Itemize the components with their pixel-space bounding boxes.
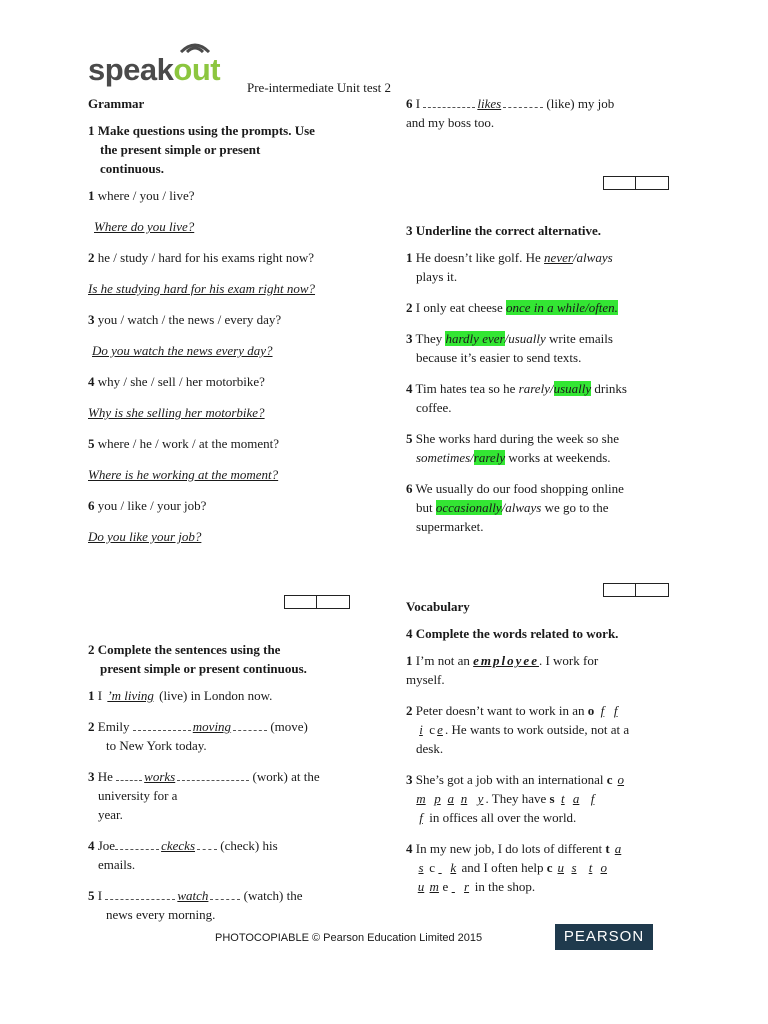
q3-opt-rarely-2[interactable]: rarely <box>473 450 506 465</box>
score-box-1[interactable] <box>284 595 350 609</box>
q1-fill-6[interactable]: likes <box>477 96 502 111</box>
section-grammar: Grammar <box>88 96 145 111</box>
q3-opt-sometimes[interactable]: sometimes <box>416 450 471 465</box>
q3-opt-usually[interactable]: usually <box>508 331 546 346</box>
q3-item-3: 3 They hardly ever/usually write emails because it’s easier to send texts. <box>406 331 613 365</box>
q4-word-employee[interactable]: employee <box>473 653 539 668</box>
q3-opt-rarely[interactable]: rarely <box>518 381 550 396</box>
unit-title: Pre-intermediate Unit test 2 <box>247 80 392 95</box>
q2-item-4: 4 Joe ckecks (check) his emails. <box>88 838 278 872</box>
sound-waves-icon <box>175 39 215 53</box>
q4-item-4: 4 In my new job, I do lots of different t a s c k and I often help c u s t o u m e r in the shop. <box>406 841 622 894</box>
q1-answer-1: Where do you live? <box>94 219 195 234</box>
score-box-3[interactable] <box>603 583 669 597</box>
q4-item-1: 1 I’m not an employee. I work for myself. <box>406 653 599 687</box>
q2-fill-1[interactable]: ’m living <box>107 688 154 703</box>
q2-item-5: 5 I watch (watch) the news every morning. <box>88 888 303 922</box>
right-column-q3 <box>406 221 682 548</box>
q3-heading: 3 Underline the correct alternative. <box>406 223 602 238</box>
q3-item-4: 4 Tim hates tea so he rarely/usually drinks coffee. <box>406 381 627 415</box>
q3-item-6: 6 We usually do our food shopping online but occasionally/always we go to the supermarket. <box>406 481 624 534</box>
q1-answer-2: Is he studying hard for his exam right now? <box>88 281 316 296</box>
q1-answer-4: Why is she selling her motorbike? <box>88 405 265 420</box>
q4-heading: 4 Complete the words related to work. <box>406 626 619 641</box>
q3-opt-always-2[interactable]: always <box>505 500 542 515</box>
q2-fill-4[interactable]: ckecks <box>161 838 196 853</box>
q4-item-3: 3 She’s got a job with an international c o m p a n y . They have s t a f f in offices all over the world. <box>406 772 625 825</box>
q3-opt-never[interactable]: never <box>544 250 573 265</box>
q1-item-6: 6 you / like / your job? <box>88 498 207 513</box>
copyright-footer: PHOTOCOPIABLE © Pearson Education Limited 2015 <box>215 932 483 944</box>
q3-opt-hardly[interactable]: hardly ever <box>445 331 505 346</box>
q1-item-4: 4 why / she / sell / her motorbike? <box>88 374 265 389</box>
q2-fill-2[interactable]: moving <box>192 719 232 734</box>
q1-answer-6: Do you like your job? <box>88 529 202 544</box>
logo-out: out <box>173 52 220 87</box>
q1-item-6-right: 6 I likes (like) my job and my boss too. <box>406 96 615 130</box>
left-column-q2 <box>88 640 368 936</box>
q3-item-5: 5 She works hard during the week so she sometimes/rarely works at weekends. <box>406 431 620 465</box>
q2-item-3: 3 He works (work) at the university for a year. <box>88 769 320 822</box>
q2-fill-3[interactable]: works <box>144 769 176 784</box>
right-column <box>406 94 682 132</box>
q2-item-2: 2 Emily moving (move) to New York today. <box>88 719 308 753</box>
score-box-2[interactable] <box>603 176 669 190</box>
q3-opt-usually-2[interactable]: usually <box>553 381 592 396</box>
q2-fill-5[interactable]: watch <box>177 888 209 903</box>
q3-item-1: 1 He doesn’t like golf. He never/always plays it. <box>406 250 613 284</box>
q2-item-1: 1 I ’m living (live) in London now. <box>88 688 273 703</box>
q1-item-3: 3 you / watch / the news / every day? <box>88 312 282 327</box>
logo-speak: speak <box>88 52 174 87</box>
q1-answer-3: Do you watch the news every day? <box>92 343 273 358</box>
q3-item-2: 2 I only eat cheese once in a while/often. <box>406 300 618 315</box>
q3-opt-often[interactable]: often. <box>588 300 618 315</box>
q1-item-1: 1 where / you / live? <box>88 188 195 203</box>
left-column <box>88 94 368 558</box>
section-vocabulary: Vocabulary <box>406 599 470 614</box>
q1-heading: 1 Make questions using the prompts. Use the present simple or present continuous. <box>88 123 315 176</box>
speakout-logo <box>88 52 220 88</box>
q1-item-2: 2 he / study / hard for his exams right now? <box>88 250 315 265</box>
q3-opt-once[interactable]: once in a while <box>505 300 586 315</box>
right-column-vocab <box>406 597 682 908</box>
pearson-logo: PEARSON <box>555 924 653 950</box>
q1-item-5: 5 where / he / work / at the moment? <box>88 436 279 451</box>
q3-opt-always[interactable]: always <box>576 250 613 265</box>
q2-heading: 2 Complete the sentences using the present simple or present continuous. <box>88 642 307 676</box>
q1-answer-5: Where is he working at the moment? <box>88 467 279 482</box>
q3-opt-occasionally[interactable]: occasionally <box>435 500 502 515</box>
q4-item-2: 2 Peter doesn’t want to work in an o f f i c e . He wants to work outside, not at a desk. <box>406 703 630 756</box>
